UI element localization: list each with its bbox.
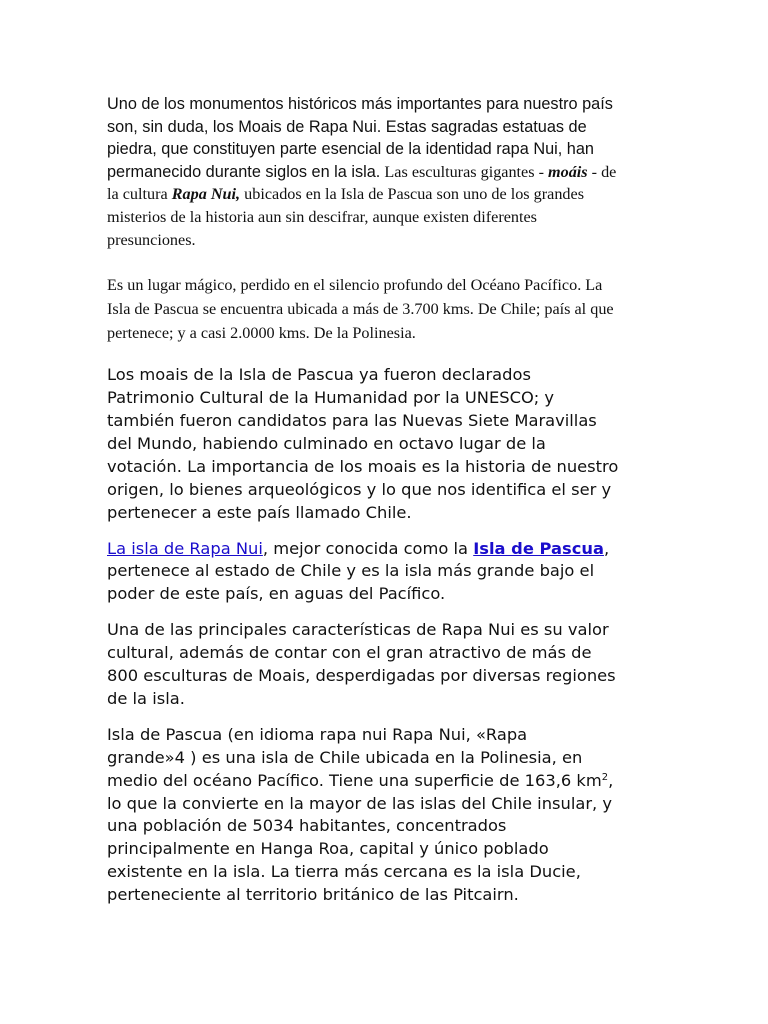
text-line: Isla de Pascua se encuentra ubicada a más de 3.700 kms. De Chile; país al que <box>107 300 614 319</box>
text-line: Los moais de la Isla de Pascua ya fueron declarados <box>107 365 531 385</box>
link-isla-rapa-nui[interactable]: La isla de Rapa Nui <box>107 538 263 558</box>
text-line: perteneciente al territorio británico de las Pitcairn. <box>107 885 519 905</box>
paragraph-lugar-magico <box>107 273 665 345</box>
paragraph-isla-de-pascua <box>107 724 665 907</box>
text-line: una población de 5034 habitantes, concentrados <box>107 816 507 836</box>
text-run: , <box>608 770 614 790</box>
text-run: ubicados en la Isla de Pascua son uno de los grandes <box>240 185 584 204</box>
link-isla-de-pascua[interactable]: Isla de Pascua <box>473 538 604 558</box>
text-run: - de <box>587 162 617 181</box>
text-run: , <box>603 538 610 558</box>
text-line: también fueron candidatos para las Nuevas Siete Maravillas <box>107 410 597 430</box>
emphasis-moais: moáis <box>548 162 588 181</box>
text-run: la cultura <box>107 185 172 204</box>
text-line: pertenece; y a casi 2.0000 kms. De la Polinesia. <box>107 324 416 343</box>
text-line: Es un lugar mágico, perdido en el silencio profundo del Océano Pacífico. La <box>107 276 603 295</box>
text-line: Patrimonio Cultural de la Humanidad por la UNESCO; y <box>107 388 555 408</box>
text-line: son, sin duda, los Moais de Rapa Nui. Estas sagradas estatuas de <box>107 117 587 136</box>
paragraph-isla-rapa-nui <box>107 538 665 607</box>
paragraph-moais-intro <box>107 93 665 251</box>
text-line: Uno de los monumentos históricos más importantes para nuestro país <box>107 95 613 113</box>
text-line: cultural, además de contar con el gran atractivo de más de <box>107 643 592 663</box>
text-line: piedra, que constituyen parte esencial de la identidad rapa Nui, han <box>107 140 594 159</box>
text-line: Isla de Pascua (en idioma rapa nui Rapa Nui, «Rapa <box>107 724 528 744</box>
text-run: medio del océano Pacífico. Tiene una superficie de 163,6 km <box>107 770 602 790</box>
text-line: pertenecer a este país llamado Chile. <box>107 502 412 522</box>
emphasis-rapa-nui: Rapa Nui, <box>171 185 241 204</box>
text-line: origen, lo bienes arqueológicos y lo que nos identifica el ser y <box>107 479 612 499</box>
text-line: 800 esculturas de Moais, desperdigadas por diversas regiones <box>107 666 616 686</box>
text-line: votación. La importancia de los moais es la historia de nuestro <box>107 456 619 476</box>
text-line: grande»4 ) es una isla de Chile ubicada en la Polinesia, en <box>107 747 583 767</box>
text-line: pertenece al estado de Chile y es la isla más grande bajo el <box>107 561 595 581</box>
superscript-squared: 2 <box>601 771 609 783</box>
text-run: , mejor conocida como la <box>262 538 474 558</box>
text-line: presunciones. <box>107 230 196 249</box>
text-line: principalmente en Hanga Roa, capital y único poblado <box>107 839 549 859</box>
text-line: lo que la convierte en la mayor de las islas del Chile insular, y <box>107 793 612 813</box>
document-page <box>107 93 665 907</box>
text-line: Una de las principales características de Rapa Nui es su valor <box>107 620 609 640</box>
paragraph-patrimonio <box>107 364 665 524</box>
text-line: de la isla. <box>107 688 185 708</box>
text-line: permanecido durante siglos en la isla. <box>107 162 381 181</box>
text-line: existente en la isla. La tierra más cercana es la isla Ducie, <box>107 862 581 882</box>
paragraph-caracteristicas <box>107 619 665 711</box>
text-line: del Mundo, habiendo culminado en octavo lugar de la <box>107 433 546 453</box>
text-line: misterios de la historia aun sin descifrar, aunque existen diferentes <box>107 207 537 226</box>
text-line: poder de este país, en aguas del Pacífico. <box>107 584 446 604</box>
text-run: Las esculturas gigantes - <box>384 162 549 181</box>
